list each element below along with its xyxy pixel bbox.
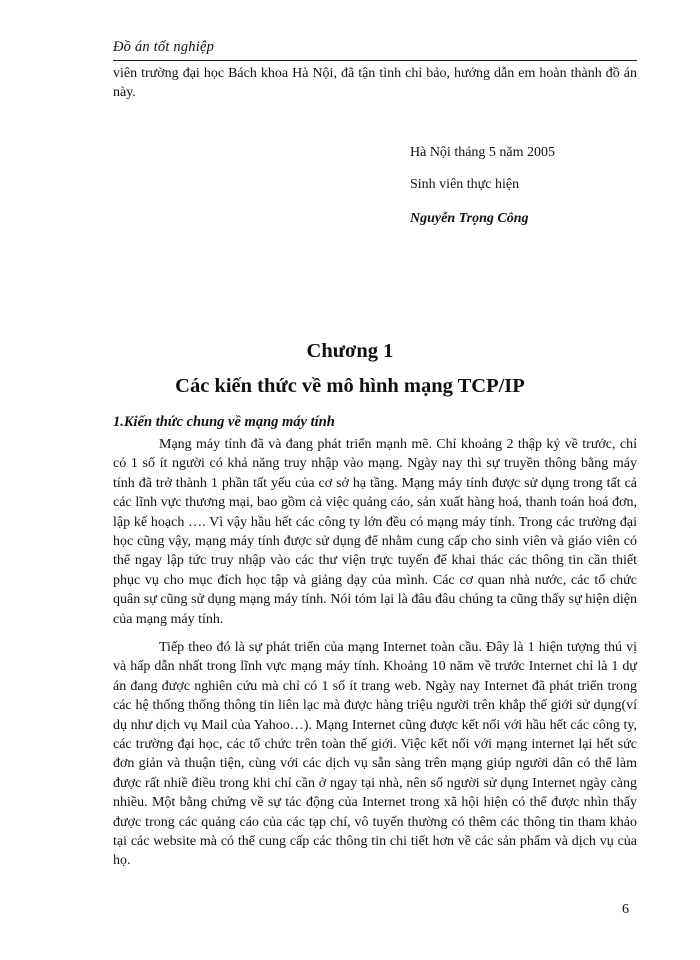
- section-heading: 1.Kiến thức chung về mạng máy tính: [113, 414, 335, 430]
- running-header: Đồ án tốt nghiệp: [113, 39, 215, 55]
- acknowledgement-paragraph: viên trường đại học Bách khoa Hà Nội, đã tận tình chỉ bảo, hướng dẫn em hoàn thành đồ án này.: [113, 66, 637, 101]
- signature-name: Nguyễn Trọng Công: [410, 211, 529, 226]
- page-number: 6: [622, 902, 629, 917]
- signature-role: Sinh viên thực hiện: [410, 177, 520, 192]
- body-paragraph: Mạng máy tính đã và đang phát triển mạnh mẽ. Chỉ khoảng 2 thập kỷ về trước, chỉ có 1 số ít người có khả năng truy nhập vào mạng. Ngày nay thì sự truyền thông bằng máy tính đã trở thành 1 phần tất yếu của cơ sở hạ tầng. Mạng máy tính được sử dụng trong tất cả các lĩnh vực thương mại, bao gồm cả việc quảng cáo, sản xuất hàng hoá, thanh toán hoá đơn, lập kế hoạch …. Vì vậy hầu hết các công ty lớn đều có mạng máy tính. Trong các trường đại học cũng vậy, mạng máy tính được sử dụng để nhằm cung cấp cho sinh viên và giáo viên có thể ngay lập tức truy nhập vào các thư viện trực tuyến để khai thác các thông tin cần thiết phục vụ cho mục đích học tập và giảng dạy của mình. Các cơ quan nhà nước, các tổ chức quân sự cũng sử dụng mạng máy tính. Nói tóm lại là đâu đâu chúng ta cũng thấy sự hiện diện của mạng máy tính.: [113, 437, 637, 627]
- body-paragraph: Tiếp theo đó là sự phát triển của mạng Internet toàn cầu. Đây là 1 hiện tượng thú vị và hấp dẫn nhất trong lĩnh vực mạng máy tính. Khoảng 10 năm về trước Internet chỉ là 1 dự án đang được nghiên cứu mà chỉ có 1 số ít trang web. Ngày nay Internet đã phát triển trong các hệ thống thống thông tin liên lạc mà được hàng triệu người trên khắp thế giới sử dụng(ví dụ như dịch vụ Mail của Yahoo…). Mạng Internet cũng được kết nối với hầu hết các công ty, các trường đại học, các tổ chức trên toàn thế giới. Việc kết nối với mạng internet lại hết sức đơn giản và thuận tiện, cùng với các dịch vụ sẵn sàng trên mạng giúp người dân có thể làm được rất nhiề điều trong khi chỉ cần ở ngay tại nhà, nên số người sử dụng Internet ngày càng nhiều. Một bằng chứng về sự tác động của Internet trong xã hội hiện có thể được nhìn thấy được trong các quảng cáo của các tạp chí, vô tuyến thường có thêm các thông tin tham khảo tại các website mà có thể cung cấp các thông tin chi tiết hơn về các sản phẩm và dịch vụ của họ.: [113, 640, 637, 869]
- chapter-number: Chương 1: [306, 340, 394, 362]
- chapter-title: Các kiến thức về mô hình mạng TCP/IP: [175, 375, 525, 397]
- signature-date: Hà Nội tháng 5 năm 2005: [410, 145, 556, 160]
- header-rule: [113, 60, 637, 61]
